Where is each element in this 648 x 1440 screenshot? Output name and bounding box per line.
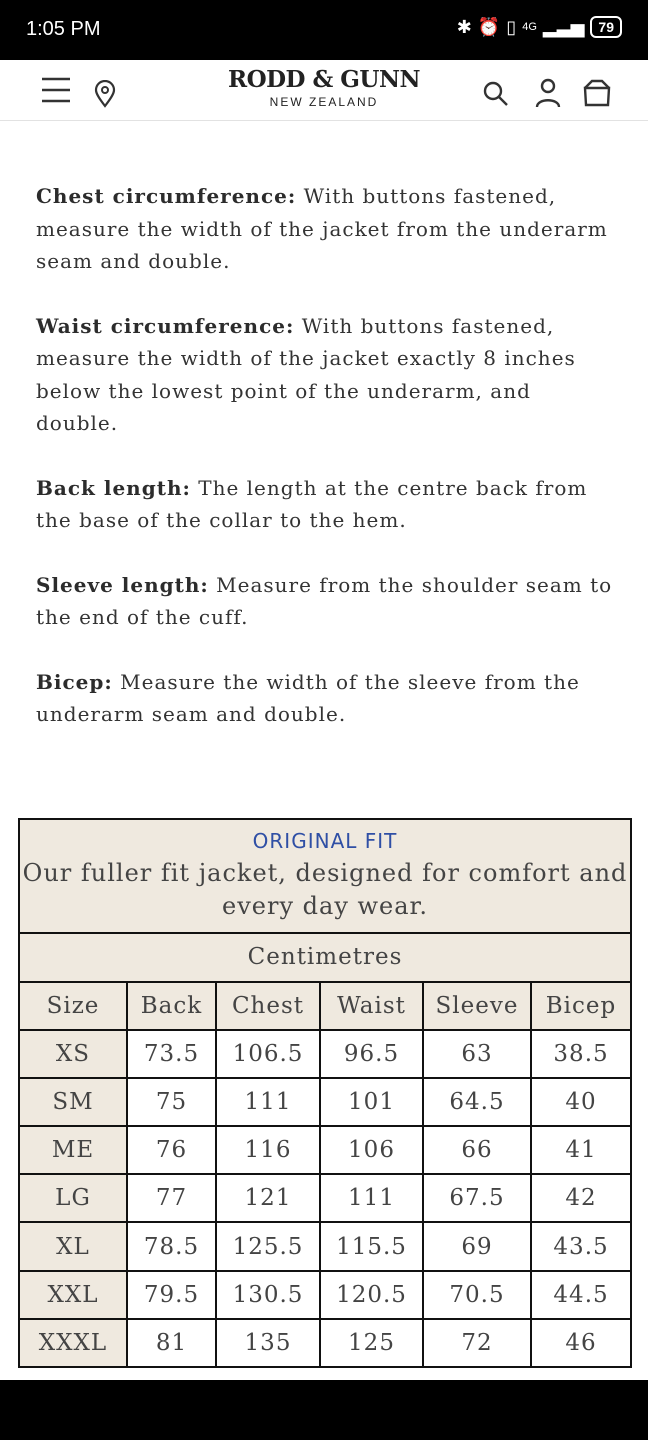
table-cell: 79.5 — [127, 1271, 216, 1319]
brand-name: RODD & GUNN — [227, 66, 421, 93]
column-header: Size — [19, 982, 127, 1030]
column-header: Waist — [320, 982, 423, 1030]
table-cell: 44.5 — [531, 1271, 631, 1319]
table-cell: 106 — [320, 1126, 423, 1174]
guide-chest — [36, 180, 616, 278]
guide-back — [36, 472, 616, 537]
table-cell: 69 — [423, 1222, 531, 1270]
status-time: 1:05 PM — [26, 18, 101, 40]
guide-label: Sleeve length: — [36, 572, 209, 597]
table-cell: 115.5 — [320, 1222, 423, 1270]
table-cell: 78.5 — [127, 1222, 216, 1270]
table-cell: 125.5 — [216, 1222, 320, 1270]
unit-label: Centimetres — [19, 933, 631, 981]
table-cell: 38.5 — [531, 1030, 631, 1078]
guide-text: With buttons fastened, measure the width of the jacket from the underarm seam and double. — [36, 184, 608, 273]
search-icon[interactable] — [482, 80, 510, 112]
table-cell: 67.5 — [423, 1174, 531, 1222]
measurement-guide — [36, 180, 616, 763]
menu-icon[interactable] — [40, 74, 72, 110]
column-header: Sleeve — [423, 982, 531, 1030]
table-header-row — [19, 982, 631, 1030]
column-header: Chest — [216, 982, 320, 1030]
battery-indicator: 79 — [590, 16, 622, 38]
table-cell: 41 — [531, 1126, 631, 1174]
network-type: 4G — [522, 21, 537, 33]
size-cell: XXL — [19, 1271, 127, 1319]
table-cell: 40 — [531, 1078, 631, 1126]
guide-bicep — [36, 666, 616, 731]
brand-logo[interactable] — [224, 66, 424, 109]
bluetooth-icon: ✱ — [456, 16, 472, 37]
column-header: Back — [127, 982, 216, 1030]
fit-header-cell — [19, 819, 631, 933]
table-cell: 73.5 — [127, 1030, 216, 1078]
table-cell: 120.5 — [320, 1271, 423, 1319]
table-row — [19, 1126, 631, 1174]
vibrate-icon: ▯ — [506, 16, 517, 37]
bag-icon[interactable] — [582, 78, 612, 112]
size-cell: XXXL — [19, 1319, 127, 1367]
fit-description: Our fuller fit jacket, designed for comfort and every day wear. — [22, 859, 628, 921]
status-bar — [0, 0, 648, 60]
guide-text: With buttons fastened, measure the width of the jacket exactly 8 inches below the lowest point of the underarm, and double. — [36, 313, 576, 435]
size-cell: SM — [19, 1078, 127, 1126]
table-cell: 111 — [320, 1174, 423, 1222]
table-cell: 76 — [127, 1126, 216, 1174]
fit-title: ORIGINAL FIT — [252, 829, 398, 854]
size-cell: XS — [19, 1030, 127, 1078]
guide-label: Waist circumference: — [36, 313, 295, 338]
table-cell: 70.5 — [423, 1271, 531, 1319]
table-cell: 101 — [320, 1078, 423, 1126]
location-pin-icon[interactable] — [94, 80, 116, 112]
table-cell: 66 — [423, 1126, 531, 1174]
table-row — [19, 1319, 631, 1367]
table-cell: 116 — [216, 1126, 320, 1174]
table-cell: 77 — [127, 1174, 216, 1222]
table-row — [19, 1030, 631, 1078]
column-header: Bicep — [531, 982, 631, 1030]
guide-text: The length at the centre back from the base of the collar to the hem. — [36, 475, 588, 532]
table-cell: 121 — [216, 1174, 320, 1222]
table-cell: 81 — [127, 1319, 216, 1367]
site-header — [0, 60, 648, 121]
table-cell: 96.5 — [320, 1030, 423, 1078]
table-cell: 42 — [531, 1174, 631, 1222]
table-cell: 43.5 — [531, 1222, 631, 1270]
table-cell: 135 — [216, 1319, 320, 1367]
table-cell: 75 — [127, 1078, 216, 1126]
table-cell: 111 — [216, 1078, 320, 1126]
size-cell: XL — [19, 1222, 127, 1270]
guide-label: Chest circumference: — [36, 184, 297, 208]
guide-text: Measure the width of the sleeve from the underarm seam and double. — [36, 669, 580, 726]
table-cell: 106.5 — [216, 1030, 320, 1078]
table-row — [19, 1271, 631, 1319]
brand-subtitle: NEW ZEALAND — [269, 95, 379, 109]
guide-sleeve — [36, 569, 616, 634]
guide-text: Measure from the shoulder seam to the end of the cuff. — [36, 572, 613, 629]
guide-label: Bicep: — [36, 669, 113, 694]
alarm-icon: ⏰ — [477, 16, 501, 37]
signal-icon: ▂▃▅ — [542, 16, 585, 37]
guide-waist — [36, 310, 616, 440]
guide-label: Back length: — [36, 475, 191, 500]
table-row — [19, 1222, 631, 1270]
table-cell: 125 — [320, 1319, 423, 1367]
account-icon[interactable] — [534, 78, 562, 112]
size-cell: LG — [19, 1174, 127, 1222]
size-chart-table — [18, 818, 632, 1368]
status-icons — [457, 16, 622, 38]
table-cell: 72 — [423, 1319, 531, 1367]
system-navigation-bar — [0, 1380, 648, 1440]
table-cell: 64.5 — [423, 1078, 531, 1126]
table-cell: 46 — [531, 1319, 631, 1367]
table-row — [19, 1174, 631, 1222]
size-cell: ME — [19, 1126, 127, 1174]
table-cell: 63 — [423, 1030, 531, 1078]
table-cell: 130.5 — [216, 1271, 320, 1319]
table-row — [19, 1078, 631, 1126]
